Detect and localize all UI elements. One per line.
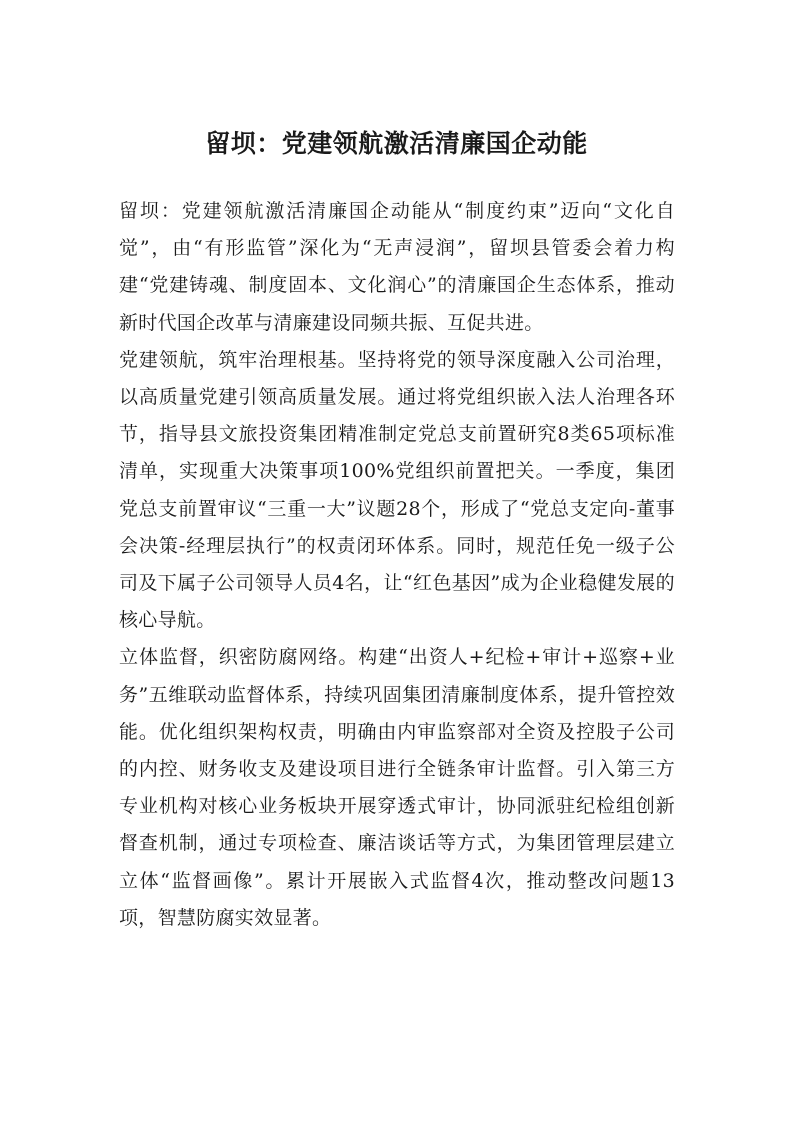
paragraph-party-leadership: 党建领航，筑牢治理根基。坚持将党的领导深度融入公司治理，以高质量党建引领高质量发展。通过将党组织嵌入法人治理各环节，指导县文旅投资集团精准制定党总支前置研究8类65项标准清单，实现重大决策事项100%党组织前置把关。一季度，集团党总支前置审议“三重一大”议题28个，形成了“党总支定向-董事会决策-经理层执行”的权责闭环体系。同时，规范任免一级子公司及下属子公司领导人员4名，让“红色基因”成为企业稳健发展的核心导航。 xyxy=(119,348,675,632)
paragraph-intro: 留坝：党建领航激活清廉国企动能从“制度约束”迈向“文化自觉”，由“有形监管”深化为“无声浸润”，留坝县管委会着力构建“党建铸魂、制度固本、文化润心”的清廉国企生态体系，推动新时代国企改革与清廉建设同频共振、互促共进。 xyxy=(119,200,675,334)
document-body xyxy=(119,193,675,937)
paragraph-supervision: 立体监督，织密防腐网络。构建“出资人+纪检+审计+巡察+业务”五维联动监督体系，持续巩固集团清廉制度体系，提升管控效能。优化组织架构权责，明确由内审监察部对全资及控股子公司的内控、财务收支及建设项目进行全链条审计监督。引入第三方专业机构对核心业务板块开展穿透式审计，协同派驻纪检组创新督查机制，通过专项检查、廉洁谈话等方式，为集团管理层建立立体“监督画像”。累计开展嵌入式监督4次，推动整改问题13项，智慧防腐实效显著。 xyxy=(119,646,675,929)
document-title: 留坝：党建领航激活清廉国企动能 xyxy=(205,129,588,158)
